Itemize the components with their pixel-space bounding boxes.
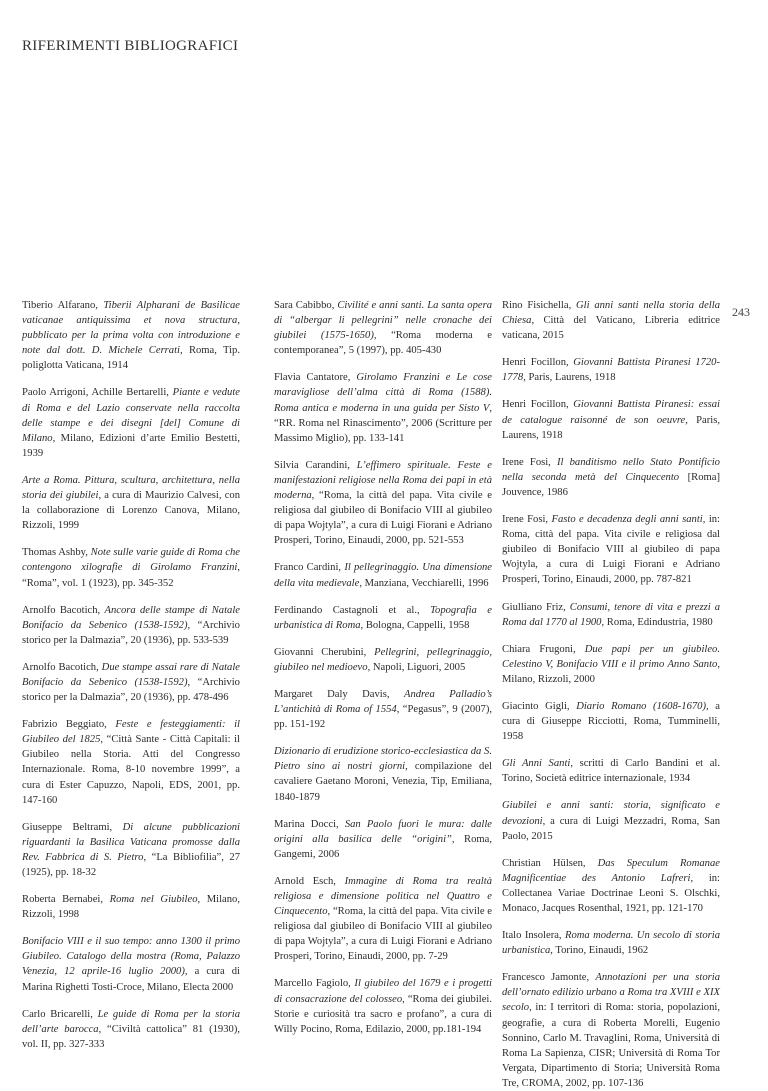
entry-title: Gli anni santi nella storia della Chiesa — [502, 300, 720, 327]
entry-author: Fabrizio Beggiato, — [22, 719, 116, 731]
entry-details: , “Roma moderna e contemporanea”, 5 (1997), pp. 405-430 — [274, 330, 492, 357]
bibliography-entry — [274, 645, 492, 675]
bibliography-entry — [502, 970, 720, 1091]
entry-title: Giovanni Battista Piranesi: essai de catalogue raisonné de son oeuvre — [502, 399, 720, 426]
entry-title: Note sulle varie guide di Roma che contengono xilografie di Girolamo Franzini — [22, 547, 240, 574]
entry-author: Flavia Cantatore, — [274, 372, 357, 384]
bibliography-entry — [502, 856, 720, 916]
bibliography-entry — [274, 560, 492, 590]
entry-details: , “La Bibliofilia”, 27 (1925), pp. 18-32 — [22, 851, 241, 878]
entry-author: Giuseppe Beltrami, — [22, 821, 123, 833]
bibliography-entry — [22, 934, 240, 994]
bibliography-entry — [22, 717, 240, 808]
entry-author: Arnolfo Bacotich, — [22, 661, 102, 673]
bibliography-entry — [502, 600, 720, 630]
bibliography-entry — [502, 397, 720, 442]
entry-author: Paolo Arrigoni, Achille Bertarelli, — [22, 387, 173, 399]
entry-details: , “Roma, la città del papa. Vita civile e religiosa dal giubileo di Bonifacio VIII al giubileo di papa Wojtyla”, a cura di Luigi Fiorani e Adriano Prosperi, Torino, Einaudi, 2000, pp. 521-553 — [274, 490, 492, 547]
entry-title: Gli Anni Santi — [502, 758, 571, 770]
bibliography-entry — [22, 385, 240, 460]
entry-author: Ferdinando Castagnoli et al., — [274, 604, 431, 616]
entry-details: , “Roma dei giubilei. Storie e curiosità tra sacro e profano”, a cura di Willy Pocino, Roma, Edilazio, 2000, pp.181-194 — [274, 993, 492, 1035]
entry-author: Giacinto Gigli, — [502, 700, 577, 712]
entry-title: Immagine di Roma tra realtà religiosa e dimensione politica nel Quattro e Cinquecento — [274, 875, 492, 918]
entry-details: , Roma, Tip. poliglotta Vaticana, 1914 — [22, 345, 240, 372]
entry-author: Giulliano Friz, — [502, 601, 570, 613]
bibliography-entry — [22, 892, 240, 922]
entry-title: Annotazioni per una storia dell’ornato edilizio urbano a Roma tra XVIII e XIX secolo — [502, 972, 720, 1014]
bibliography-entry — [22, 603, 240, 648]
entry-author: Franco Cardini, — [274, 562, 345, 574]
entry-title: Le guide di Roma per la storia dell’arte barocca — [22, 1008, 240, 1035]
entry-title: Giovanni Battista Piranesi 1720-1778 — [502, 357, 720, 384]
page-number: 243 — [732, 305, 750, 319]
bibliography-entry — [274, 603, 492, 633]
entry-details: , “Roma, la città del papa. Vita civile e religiosa dal giubileo di Bonifacio VIII al giubileo di papa Wojtyla”, a cura di Luigi Fiorani e Adriano Prosperi, Torino, Einaudi, 2000, pp. 7-29 — [274, 906, 492, 963]
entry-details: , “Archivio storico per la Dalmazia”, 20 (1936), pp. 533-539 — [22, 619, 240, 646]
entry-details: , Manziana, Vecchiarelli, 1996 — [359, 577, 489, 589]
entry-details: , in: I territori di Roma: storia, popolazioni, geografie, a cura di Roberta Morelli, Eugenio Sonnino, Carlo M. Travaglini, Roma, Università di Roma La Sapienza, CISR; Università di Roma Tor Vergata, Dipartimento di Storia; Università Roma Tre, CROMA, 2002, pp. 107-136 — [502, 1002, 720, 1089]
bibliography-entry — [22, 820, 240, 880]
entry-details: , a cura di Giuseppe Ricciotti, Roma, Tumminelli, 1958 — [502, 700, 721, 743]
bibliography-entry — [22, 545, 240, 590]
entry-author: Tiberio Alfarano, — [22, 300, 104, 311]
entry-title: Di alcune pubblicazioni riguardanti la Basilica Vaticana promosse dalla Rev. Fabbrica di S. Pietro — [22, 821, 240, 863]
entry-title: Das Speculum Romanae Magnificentiae des Antonio Lafreri — [502, 857, 720, 884]
entry-details: , “Città Sante - Città Capitali: il Giubileo nella Storia. Atti del Congresso Internazionale. Roma, 8-10 novembre 1999”, a cura di Ester Capuzzo, Napoli, EDS, 2001, pp. 147-160 — [22, 734, 240, 806]
bibliography-entry — [274, 744, 492, 804]
entry-details: , Napoli, Liguori, 2005 — [367, 661, 466, 673]
bibliography-entry — [274, 817, 492, 862]
entry-title: Fasto e decadenza degli anni santi — [551, 514, 703, 526]
entry-author: Christian Hülsen, — [502, 857, 598, 869]
entry-title: Giubilei e anni santi: storia, significato e devozioni — [502, 800, 720, 827]
entry-details: , Milano, Rizzoli, 1998 — [22, 894, 240, 921]
entry-title: Civilité e anni santi. La santa opera di “albergar li pellegrini” nelle cronache dei giubilei (1575-1650) — [274, 300, 492, 342]
entry-details: [Roma] Jouvence, 1986 — [502, 471, 720, 498]
bibliography-entry — [274, 976, 492, 1036]
entry-title: Il giubileo del 1679 e i progetti di consacrazione del colosseo — [274, 978, 492, 1005]
entry-title: L’effimero spirituale. Feste e manifestazioni religiose nella Roma dei papi in età moderna — [274, 459, 492, 502]
entry-author: Marina Docci, — [274, 818, 345, 830]
bibliography-entry — [502, 355, 720, 385]
bibliography-entry — [502, 642, 720, 687]
bibliography-entry — [274, 687, 492, 732]
entry-author: Marcello Fagiolo, — [274, 978, 355, 990]
entry-details: , Milano, Rizzoli, 2000 — [502, 658, 720, 685]
bibliography-entry — [274, 370, 492, 445]
entry-details: , compilazione del cavaliere Gaetano Moroni, Venezia, Tip, Emiliana, 1840-1879 — [274, 761, 492, 803]
entry-author: Silvia Carandini, — [274, 459, 357, 471]
entry-details: , scritti di Carlo Bandini et al. Torino, Società editrice internazionale, 1934 — [502, 758, 720, 785]
bibliography-entry — [274, 874, 492, 965]
entry-details: , “Civiltà cattolica” 81 (1930), vol. II, pp. 327-333 — [22, 1023, 240, 1050]
entry-details: , Roma, Edindustria, 1980 — [601, 616, 713, 628]
entry-details: , “Pegasus”, 9 (2007), pp. 151-192 — [274, 704, 492, 731]
entry-details: , Città del Vaticano, Libreria editrice vaticana, 2015 — [502, 315, 720, 342]
entry-title: Diario Romano (1608-1670) — [576, 700, 707, 712]
entry-author: Carlo Bricarelli, — [22, 1008, 98, 1020]
entry-author: Giovanni Cherubini, — [274, 646, 375, 658]
bibliography-entry — [22, 1007, 240, 1052]
entry-title: Roma moderna. Un secolo di storia urbanistica — [502, 930, 720, 957]
entry-details: , in: Collectanea Variae Doctrinae Leoni S. Olschki, Monaco, Jacques Rosenthal, 1921, pp. 121-170 — [502, 872, 720, 914]
entry-title: Andrea Palladio’s L’antichità di Roma of 1554 — [274, 688, 492, 716]
bibliography-entry — [22, 473, 240, 533]
entry-details: , “Roma”, vol. 1 (1923), pp. 345-352 — [22, 562, 240, 589]
entry-author: Thomas Ashby, — [22, 547, 91, 559]
entry-details: , Bologna, Cappelli, 1958 — [360, 619, 470, 631]
entry-details: , Milano, Edizioni d’arte Emilio Bestetti, 1939 — [22, 432, 240, 459]
entry-details: , a cura di Luigi Mezzadri, Roma, San Paolo, 2015 — [502, 815, 720, 842]
entry-author: Henri Focillon, — [502, 399, 574, 411]
entry-title: Ancora delle stampe di Natale Bonifacio da Sebenico (1538-1592) — [22, 604, 240, 631]
entry-details: , a cura di Maurizio Calvesi, con la collaborazione di Lorenzo Canova, Milano, Rizzoli, 1999 — [22, 490, 240, 532]
entry-title: Dizionario di erudizione storico-ecclesiastica da S. Pietro sino ai nostri giorni — [274, 746, 492, 773]
entry-title: Pellegrini, pellegrinaggio, giubileo nel medioevo — [274, 646, 492, 673]
entry-details: , Roma, Gangemi, 2006 — [274, 833, 492, 860]
entry-author: Francesco Jamonte, — [502, 972, 596, 984]
bibliography-entry — [22, 298, 240, 373]
entry-details: , Paris, Laurens, 1918 — [523, 372, 616, 384]
bibliography-entry — [502, 298, 720, 343]
entry-title: Il banditismo nello Stato Pontificio nella seconda metà del Cinquecento — [502, 456, 720, 483]
entry-author: Arnold Esch, — [274, 875, 345, 887]
bibliography-entry — [274, 458, 492, 549]
bibliography-column-3 — [502, 298, 720, 1091]
entry-title: Due papi per un giubileo. Celestino V, Bonifacio VIII e il primo Anno Santo — [502, 643, 720, 670]
bibliography-entry — [502, 798, 720, 843]
bibliography-entry — [502, 928, 720, 958]
entry-title: Tiberii Alpharani de Basilicae vaticanae antiquissima et nova structura, pubblicato per la prima volta con introduzione e note dal dott. D. Michele Cerrati — [22, 300, 240, 357]
entry-author: Rino Fisichella, — [502, 300, 577, 311]
entry-author: Chiara Frugoni, — [502, 643, 585, 655]
entry-title: Girolamo Franzini e Le cose maravigliose dell’alma città di Roma (1588). Roma antica e moderna in una guida per Sisto V — [274, 372, 493, 414]
entry-title: Roma nel Giubileo — [109, 894, 198, 906]
entry-details: , in: Roma, città del papa. Vita civile e religiosa dal giubileo di Bonifacio VIII al giubileo di papa Wojtyla, a cura di Luigi Fiorani e Adriano Prosperi, Torino, Einaudi, 2000, pp. 787-821 — [502, 514, 720, 586]
bibliography-column-2 — [274, 298, 492, 1037]
entry-title: San Paolo fuori le mura: dalle origini alla basilica delle “origini” — [274, 818, 492, 845]
entry-author: Irene Fosi, — [502, 514, 552, 526]
entry-title: Feste e festeggiamenti: il Giubileo del 1825 — [22, 719, 240, 746]
entry-details: , “RR. Roma nel Rinascimento”, 2006 (Scritture per Massimo Miglio), pp. 133-141 — [274, 402, 492, 444]
entry-title: Consumi, tenore di vita e prezzi a Roma dal 1770 al 1900 — [502, 601, 720, 628]
entry-title: Due stampe assai rare di Natale Bonifacio da Sebenico (1538-1592) — [22, 661, 241, 688]
entry-author: Henri Focillon, — [502, 357, 574, 369]
entry-author: Roberta Bernabei, — [22, 894, 110, 906]
bibliography-column-1 — [22, 298, 240, 1052]
page-title: RIFERIMENTI BIBLIOGRAFICI — [22, 38, 239, 54]
bibliography-entry — [502, 756, 720, 786]
entry-author: Sara Cabibbo, — [274, 300, 338, 311]
entry-title: Bonifacio VIII e il suo tempo: anno 1300 il primo Giubileo. Catalogo della mostra (Roma, Palazzo Venezia, 12 aprile-16 luglio 2000) — [22, 936, 240, 978]
bibliography-entry — [502, 455, 720, 500]
bibliography-entry — [22, 660, 240, 705]
entry-author: Irene Fosi, — [502, 456, 557, 468]
entry-details: , Torino, Einaudi, 1962 — [550, 945, 649, 957]
entry-title: Piante e vedute di Roma e del Lazio conservate nella raccolta delle stampe e dei disegni [del] Comune di Milano — [22, 387, 240, 444]
bibliography-entry — [502, 512, 720, 587]
entry-details: , “Archivio storico per la Dalmazia”, 20 (1936), pp. 478-496 — [22, 676, 240, 704]
entry-details: , Paris, Laurens, 1918 — [502, 414, 720, 441]
bibliography-entry — [274, 298, 492, 358]
entry-author: Arnolfo Bacotich, — [22, 604, 105, 616]
entry-author: Italo Insolera, — [502, 930, 565, 942]
entry-title: Topografia e urbanistica di Roma — [274, 604, 493, 631]
entry-title: Il pellegrinaggio. Una dimensione della vita medievale — [274, 562, 492, 589]
entry-details: , a cura di Marina Righetti Tosti-Croce, Milano, Electa 2000 — [22, 966, 240, 993]
entry-author: Margaret Daly Davis, — [274, 688, 404, 700]
entry-title: Arte a Roma. Pittura, scultura, architettura, nella storia dei giubilei — [22, 474, 240, 502]
bibliography-entry — [502, 699, 720, 744]
